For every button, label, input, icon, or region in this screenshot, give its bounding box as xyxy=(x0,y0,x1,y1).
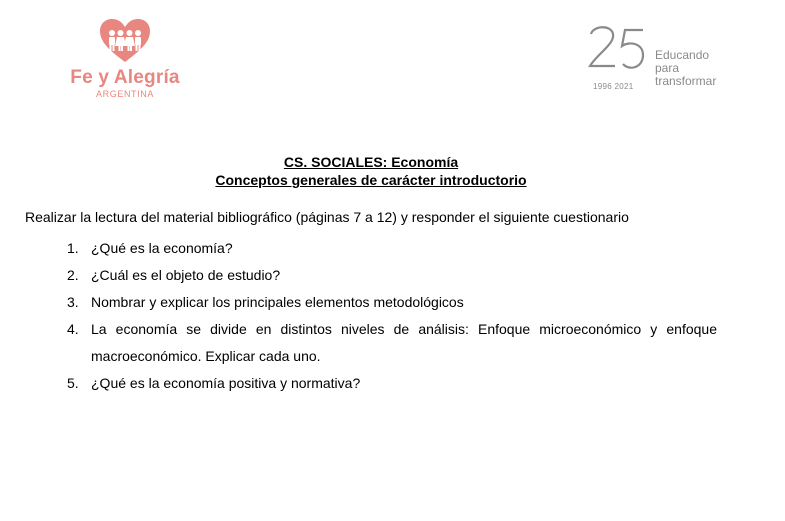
list-number: 1. xyxy=(67,240,79,256)
brand-name: Fe y Alegría xyxy=(70,67,180,88)
list-number: 4. xyxy=(67,321,79,337)
anniversary-slogan xyxy=(655,49,716,88)
list-number: 2. xyxy=(67,267,79,283)
instructions-text: Realizar la lectura del material bibliográfico (páginas 7 a 12) y responder el siguiente cuestionario xyxy=(25,209,629,225)
anniversary-25-icon xyxy=(585,24,655,84)
list-item xyxy=(67,235,717,262)
document-subtitle: Conceptos generales de carácter introductorio xyxy=(215,172,527,188)
list-item xyxy=(67,262,717,289)
question-text: ¿Qué es la economía positiva y normativa? xyxy=(91,375,361,391)
slogan-line: Educando xyxy=(655,48,710,62)
document-title: CS. SOCIALES: Economía xyxy=(283,154,459,170)
anniversary-logo xyxy=(585,24,735,104)
list-item xyxy=(67,316,717,370)
document-titles xyxy=(0,153,742,189)
question-list xyxy=(67,235,717,397)
question-text: Nombrar y explicar los principales elementos metodológicos xyxy=(91,294,464,310)
slogan-line: transformar xyxy=(655,74,717,88)
list-item xyxy=(67,289,717,316)
question-text: ¿Qué es la economía? xyxy=(91,240,233,256)
list-number: 5. xyxy=(67,375,79,391)
anniversary-years: 1996 2021 xyxy=(593,82,634,91)
list-item xyxy=(67,370,717,397)
fe-y-alegria-logo xyxy=(55,18,195,118)
question-text: ¿Cuál es el objeto de estudio? xyxy=(91,267,281,283)
brand-country: ARGENTINA xyxy=(96,89,154,99)
list-number: 3. xyxy=(67,294,79,310)
question-text: La economía se divide en distintos niveles de análisis: Enfoque microeconómico y enfoque macroeconómico. Explicar cada uno. xyxy=(91,321,717,364)
slogan-line: para xyxy=(655,61,680,75)
heart-children-icon xyxy=(99,18,151,64)
